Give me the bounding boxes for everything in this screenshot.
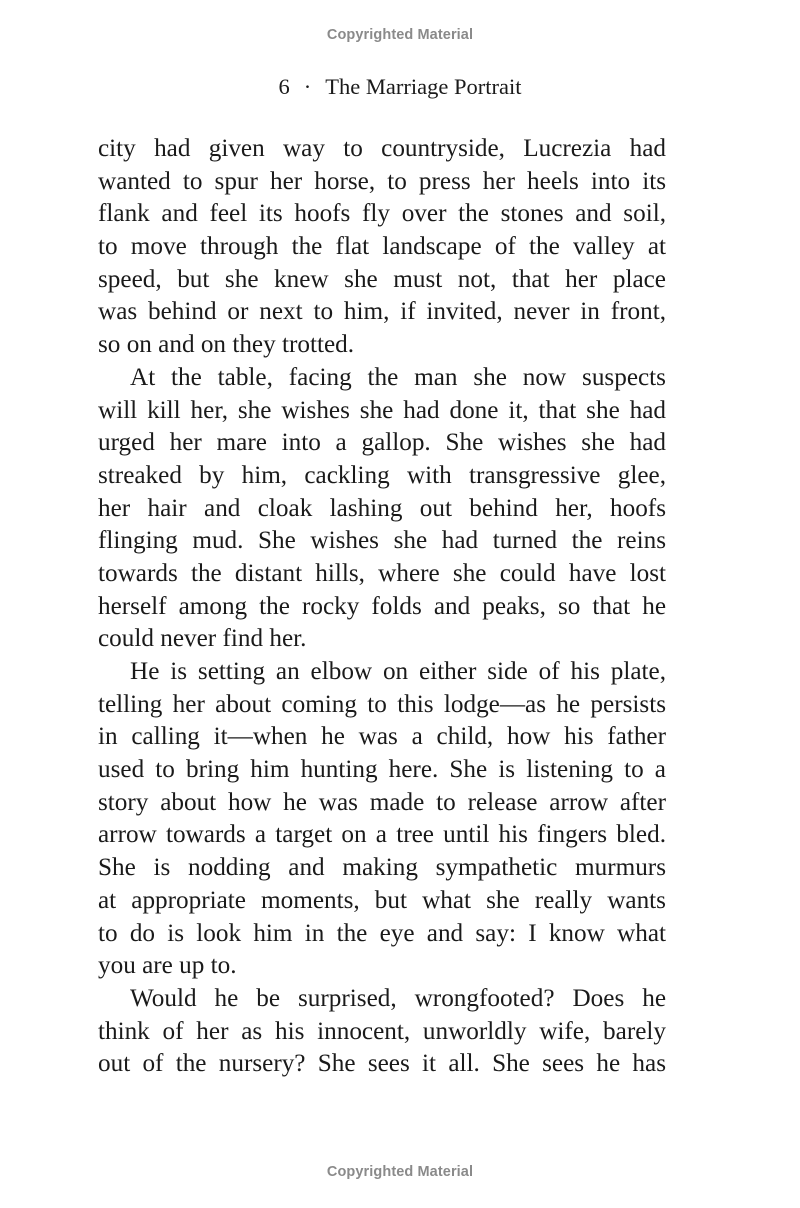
body-text [98, 133, 666, 1081]
text-line: so on and on they trotted. [98, 331, 355, 359]
text-line: She is nodding and making sympathetic murmurs [98, 854, 666, 882]
page-number: 6 [278, 74, 290, 99]
text-line: to move through the flat landscape of the valley at [98, 233, 666, 261]
text-line: at appropriate moments, but what she really wants [98, 886, 666, 914]
paragraph [98, 362, 666, 656]
text-line: used to bring him hunting here. She is listening to a [98, 756, 666, 784]
text-line: her hair and cloak lashing out behind her, hoofs [98, 494, 666, 522]
text-line: herself among the rocky folds and peaks, so that he [98, 592, 666, 620]
text-line: wanted to spur her horse, to press her heels into its [98, 167, 666, 195]
text-line: out of the nursery? She sees it all. She sees he has [98, 1050, 666, 1078]
running-head [0, 74, 800, 100]
text-line: arrow towards a target on a tree until his fingers bled. [98, 821, 666, 849]
text-line: towards the distant hills, where she could have lost [98, 559, 666, 587]
paragraph [98, 656, 666, 983]
text-line: flinging mud. She wishes she had turned the reins [98, 527, 666, 555]
text-line: Would he be surprised, wrongfooted? Does he [130, 984, 666, 1012]
text-line: telling her about coming to this lodge—as he persists [98, 690, 666, 718]
running-head-separator: · [303, 74, 312, 99]
text-line: was behind or next to him, if invited, never in front, [98, 298, 666, 326]
paragraph [98, 983, 666, 1081]
text-line: story about how he was made to release arrow after [98, 788, 666, 816]
text-line: speed, but she knew she must not, that her place [98, 265, 666, 293]
paragraph [98, 133, 666, 362]
text-line: streaked by him, cackling with transgressive glee, [98, 461, 666, 489]
text-line: in calling it—when he was a child, how his father [98, 723, 666, 751]
copyright-watermark-top: Copyrighted Material [326, 27, 474, 43]
text-line: flank and feel its hoofs fly over the stones and soil, [98, 200, 666, 228]
text-line: He is setting an elbow on either side of his plate, [130, 658, 666, 685]
text-line: you are up to. [98, 952, 237, 980]
text-line: think of her as his innocent, unworldly wife, barely [98, 1017, 666, 1045]
copyright-watermark-bottom: Copyrighted Material [326, 1164, 474, 1180]
text-line: At the table, facing the man she now suspects [130, 363, 666, 391]
text-line: could never find her. [98, 625, 307, 653]
text-line: will kill her, she wishes she had done it, that she had [98, 396, 666, 424]
text-line: to do is look him in the eye and say: I know what [98, 919, 666, 947]
book-title: The Marriage Portrait [325, 74, 522, 99]
text-line: urged her mare into a gallop. She wishes she had [98, 429, 666, 457]
text-line: city had given way to countryside, Lucrezia had [98, 135, 666, 162]
